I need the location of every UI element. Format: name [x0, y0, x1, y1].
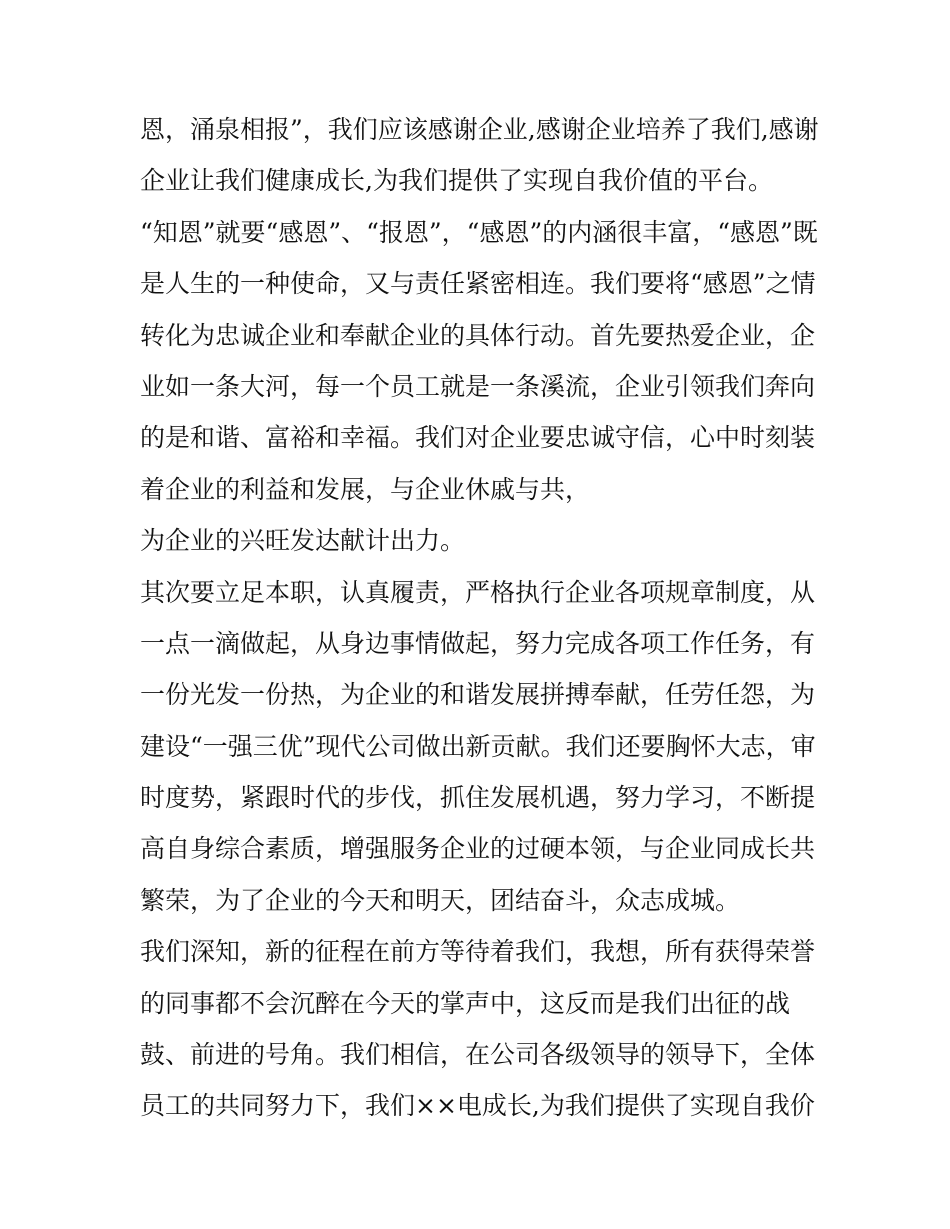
text-line: 是人生的一种使命，又与责任紧密相连。我们要将“感恩”之情	[140, 269, 816, 299]
text-line: 为企业的兴旺发达献计出力。	[140, 526, 466, 556]
text-line: 高自身综合素质，增强服务企业的过硬本领，与企业同成长共	[140, 834, 816, 864]
text-line: 一份光发一份热，为企业的和谐发展拼搏奉献，任劳任怨，为	[140, 680, 816, 710]
body-text	[140, 104, 820, 1132]
text-line: 员工的共同努力下，我们××电成长,为我们提供了实现自我价	[140, 1091, 815, 1121]
text-line: 其次要立足本职，认真履责，严格执行企业各项规章制度，从	[140, 577, 816, 607]
text-line: 的是和谐、富裕和幸福。我们对企业要忠诚守信，心中时刻装	[140, 423, 816, 453]
text-line: 恩，涌泉相报”，我们应该感谢企业,感谢企业培养了我们,感谢	[140, 115, 819, 144]
text-line: 时度势，紧跟时代的步伐，抓住发展机遇，努力学习，不断提	[140, 783, 816, 813]
text-line: 一点一滴做起，从身边事情做起，努力完成各项工作任务，有	[140, 628, 816, 658]
text-line: 鼓、前进的号角。我们相信，在公司各级领导的领导下，全体	[140, 1040, 816, 1070]
text-line: 繁荣，为了企业的今天和明天，团结奋斗，众志成城。	[140, 885, 741, 915]
text-line: 建设“一强三优”现代公司做出新贡献。我们还要胸怀大志，审	[140, 731, 816, 761]
text-line: 我们深知，新的征程在前方等待着我们，我想，所有获得荣誉	[140, 937, 816, 967]
text-line: 的同事都不会沉醉在今天的掌声中，这反而是我们出征的战	[140, 988, 791, 1018]
text-line: 企业让我们健康成长,为我们提供了实现自我价值的平台。	[140, 166, 773, 196]
text-line: 转化为忠诚企业和奉献企业的具体行动。首先要热爱企业，企	[140, 320, 816, 350]
text-line: “知恩”就要“感恩”、“报恩”，“感恩”的内涵很丰富，“感恩”既	[140, 217, 818, 247]
text-line: 业如一条大河，每一个员工就是一条溪流，企业引领我们奔向	[140, 371, 816, 401]
text-line: 着企业的利益和发展，与企业休戚与共，	[140, 474, 591, 504]
